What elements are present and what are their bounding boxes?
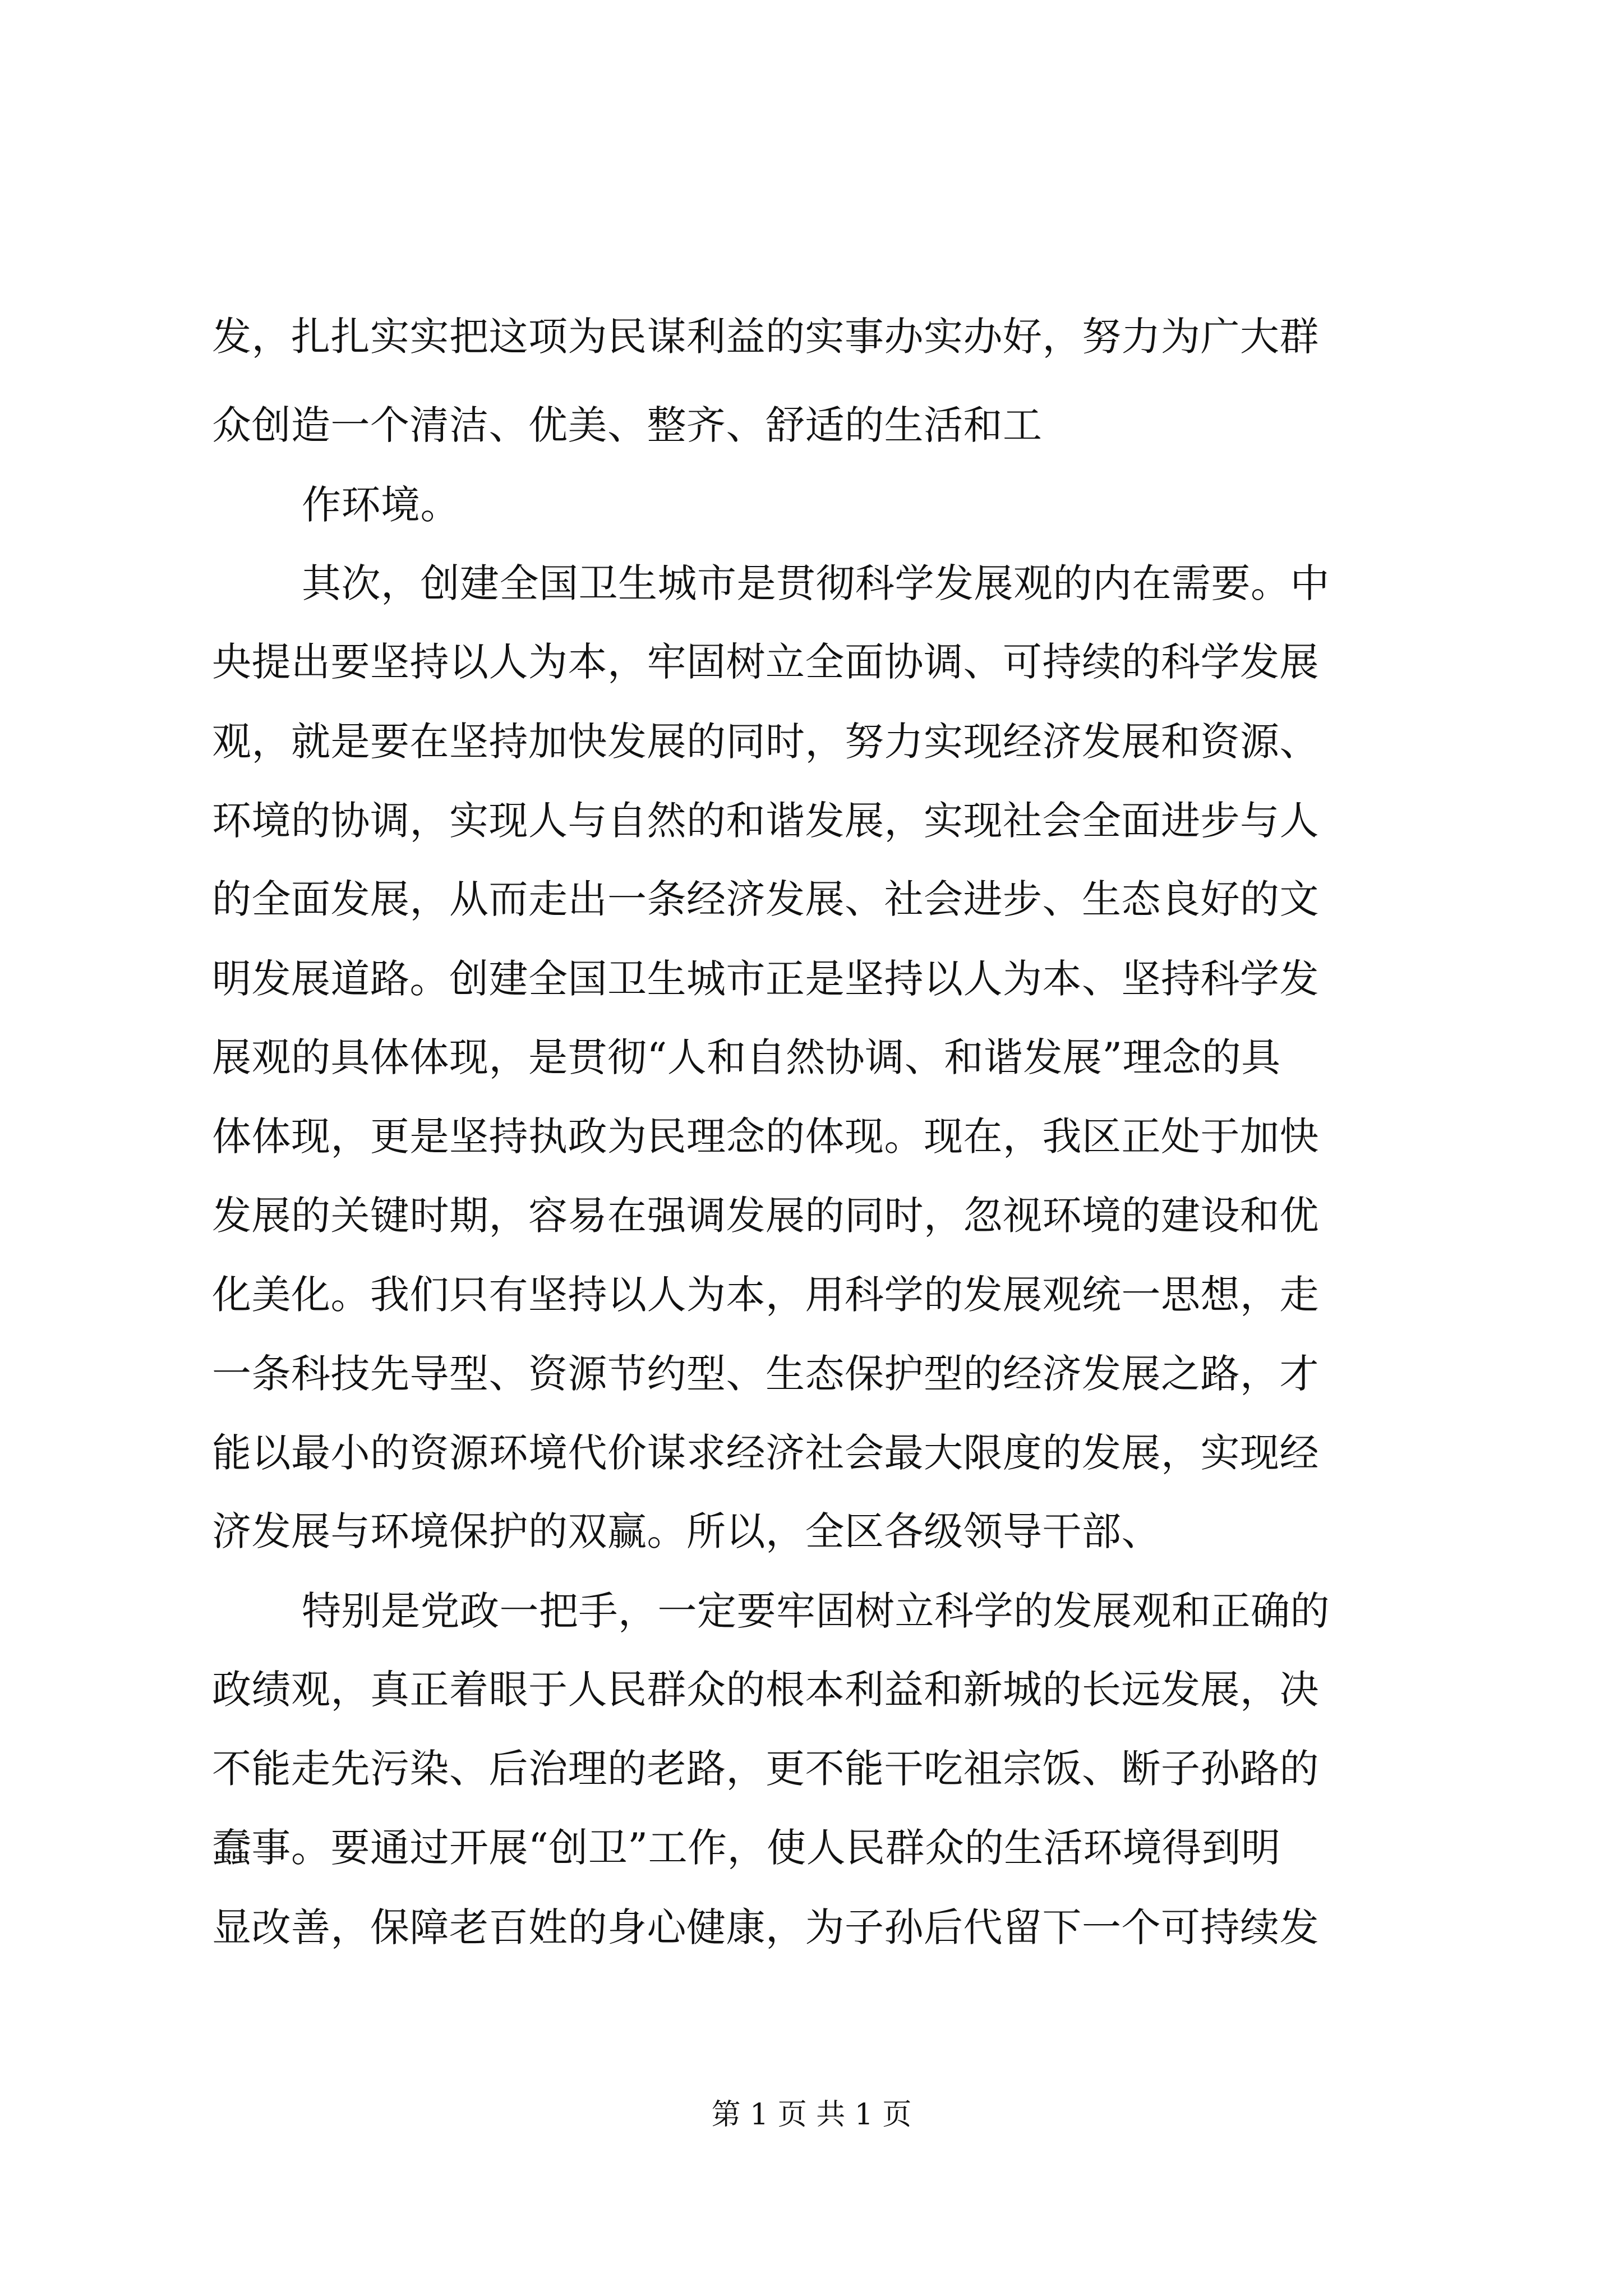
- text-line: 明发展道路。创建全国卫生城市正是坚持以人为本、坚持科学发: [212, 956, 1319, 1002]
- text-line: 众创造一个清洁、优美、整齐、舒适的生活和工: [212, 402, 1043, 448]
- text-line: 作环境。: [302, 482, 460, 528]
- text-line: 发，扎扎实实把这项为民谋利益的实事办实办好，努力为广大群: [212, 314, 1319, 360]
- text-line: 济发展与环境保护的双赢。所以，全区各级领导干部、: [212, 1508, 1161, 1554]
- text-line: 体体现，更是坚持执政为民理念的体现。现在，我区正处于加快: [212, 1114, 1319, 1159]
- text-line: 的全面发展，从而走出一条经济发展、社会进步、生态良好的文: [212, 876, 1319, 922]
- text-line: 能以最小的资源环境代价谋求经济社会最大限度的发展，实现经: [212, 1430, 1319, 1476]
- text-line: 展观的具体体现，是贯彻“人和自然协调、和谐发展”理念的具: [212, 1034, 1281, 1080]
- text-line: 央提出要坚持以人为本，牢固树立全面协调、可持续的科学发展: [212, 639, 1319, 685]
- text-line: 不能走先污染、后治理的老路，更不能干吃祖宗饭、断子孙路的: [212, 1746, 1319, 1792]
- text-line: 环境的协调，实现人与自然的和谐发展，实现社会全面进步与人: [212, 798, 1319, 844]
- text-line: 发展的关键时期，容易在强调发展的同时，忽视环境的建设和优: [212, 1193, 1319, 1239]
- page-number-footer: 第 1 页 共 1 页: [711, 2098, 912, 2132]
- text-line: 特别是党政一把手，一定要牢固树立科学的发展观和正确的: [302, 1588, 1330, 1634]
- text-line: 一条科技先导型、资源节约型、生态保护型的经济发展之路，才: [212, 1351, 1319, 1397]
- text-line: 政绩观，真正着眼于人民群众的根本利益和新城的长远发展，决: [212, 1667, 1319, 1713]
- text-line: 化美化。我们只有坚持以人为本，用科学的发展观统一思想，走: [212, 1272, 1319, 1318]
- text-line: 其次，创建全国卫生城市是贯彻科学发展观的内在需要。中: [302, 560, 1330, 606]
- text-line: 观，就是要在坚持加快发展的同时，努力实现经济发展和资源、: [212, 719, 1319, 765]
- text-line: 显改善，保障老百姓的身心健康，为子孙后代留下一个可持续发: [212, 1904, 1319, 1950]
- text-line: 蠢事。要通过开展“创卫”工作，使人民群众的生活环境得到明: [212, 1825, 1281, 1871]
